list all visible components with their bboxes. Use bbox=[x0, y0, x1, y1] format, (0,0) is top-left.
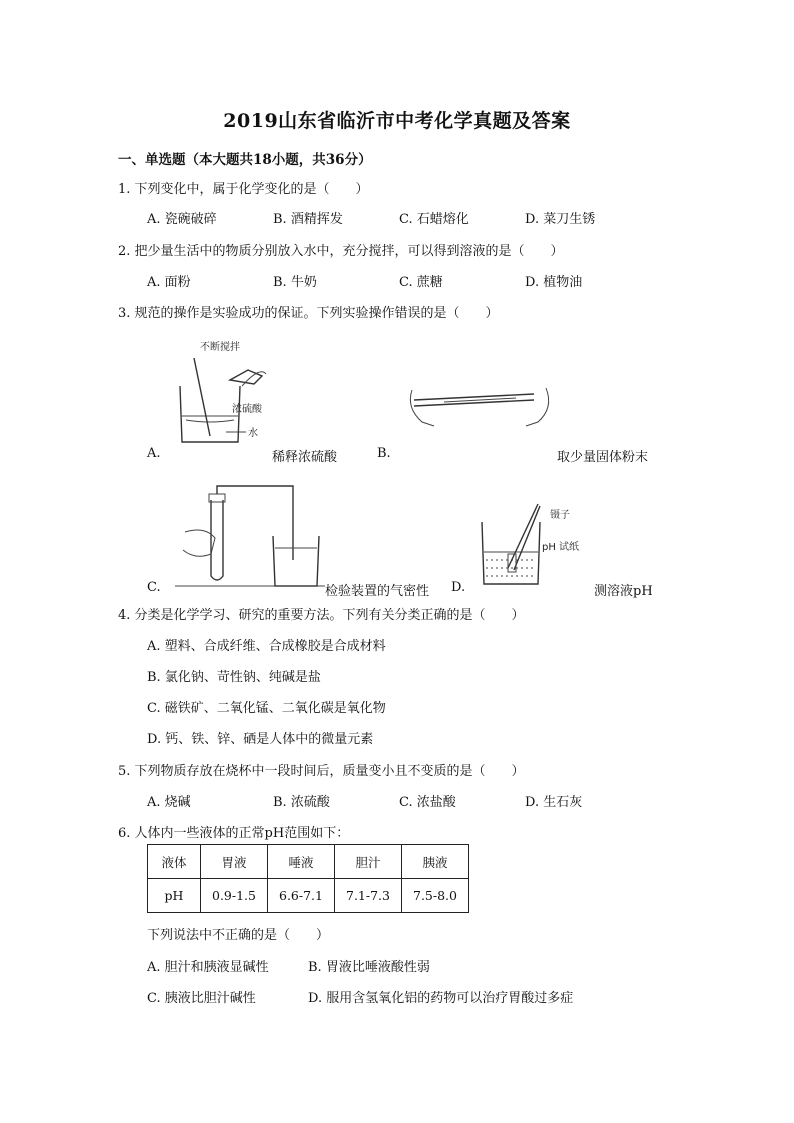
q3-caption-c: 检验装置的气密性 bbox=[325, 584, 430, 599]
table-cell: 0.9-1.5 bbox=[201, 879, 268, 913]
left-hand bbox=[410, 390, 434, 426]
diagram-solid-powder bbox=[404, 378, 554, 448]
q6-option-b[interactable]: B. 胃液比唾液酸性弱 bbox=[308, 960, 430, 975]
q3-option-c[interactable]: C. bbox=[147, 580, 161, 595]
label-water: 水 bbox=[248, 428, 258, 439]
delivery-tube bbox=[217, 486, 293, 560]
beaker bbox=[273, 536, 319, 586]
test-tube bbox=[211, 500, 223, 580]
question-6-stem: 6. 人体内一些液体的正常pH范围如下： bbox=[118, 826, 350, 841]
diagram-dilute-acid bbox=[170, 336, 290, 448]
q3-caption-b: 取少量固体粉末 bbox=[557, 450, 649, 465]
label-ph-paper: pH 试纸 bbox=[542, 542, 580, 553]
table-header-row bbox=[148, 845, 469, 879]
q6-option-d[interactable]: D. 服用含氢氧化铝的药物可以治疗胃酸过多症 bbox=[308, 991, 574, 1006]
page-title: 2019山东省临沂市中考化学真题及答案 bbox=[223, 110, 571, 132]
question-3-stem: 3. 规范的操作是实验成功的保证。下列实验操作错误的是（ ） bbox=[118, 306, 499, 321]
q3-caption-d: 测溶液pH bbox=[594, 584, 653, 599]
table-cell: 胃液 bbox=[201, 845, 268, 879]
q2-option-b[interactable]: B. 牛奶 bbox=[273, 275, 317, 290]
q5-option-d[interactable]: D. 生石灰 bbox=[525, 795, 583, 810]
tweezers bbox=[508, 504, 538, 568]
glass-rod bbox=[194, 358, 210, 436]
label-stir: 不断搅拌 bbox=[200, 342, 240, 353]
question-4-stem: 4. 分类是化学学习、研究的重要方法。下列有关分类正确的是（ ） bbox=[118, 608, 525, 623]
table-cell: pH bbox=[148, 879, 201, 913]
q3-option-b[interactable]: B. bbox=[377, 446, 391, 461]
table-cell: 7.1-7.3 bbox=[335, 879, 402, 913]
section-heading: 一、单选题（本大题共18小题，共36分） bbox=[118, 152, 372, 168]
q4-option-c[interactable]: C. 磁铁矿、二氧化锰、二氧化碳是氧化物 bbox=[147, 701, 386, 716]
table-cell: 6.6-7.1 bbox=[268, 879, 335, 913]
q5-option-c[interactable]: C. 浓盐酸 bbox=[399, 795, 456, 810]
q2-option-d[interactable]: D. 植物油 bbox=[525, 275, 583, 290]
q4-option-b[interactable]: B. 氯化钠、苛性钠、纯碱是盐 bbox=[147, 670, 321, 685]
question-6-substem: 下列说法中不正确的是（ ） bbox=[147, 928, 330, 943]
table-cell: 胆汁 bbox=[335, 845, 402, 879]
q1-option-b[interactable]: B. 酒精挥发 bbox=[273, 212, 343, 227]
table-row bbox=[148, 879, 469, 913]
q2-option-c[interactable]: C. 蔗糖 bbox=[399, 275, 443, 290]
q3-option-d[interactable]: D. bbox=[451, 580, 466, 595]
q4-option-a[interactable]: A. 塑料、合成纤维、合成橡胶是合成材料 bbox=[147, 639, 386, 654]
question-2-stem: 2. 把少量生活中的物质分别放入水中，充分搅拌，可以得到溶液的是（ ） bbox=[118, 244, 564, 259]
q4-option-d[interactable]: D. 钙、铁、锌、硒是人体中的微量元素 bbox=[147, 732, 374, 747]
diagram-airtightness bbox=[175, 480, 325, 590]
q2-option-a[interactable]: A. 面粉 bbox=[147, 275, 191, 290]
table-cell: 唾液 bbox=[268, 845, 335, 879]
label-tweezers: 镊子 bbox=[550, 510, 570, 521]
q5-option-b[interactable]: B. 浓硫酸 bbox=[273, 795, 330, 810]
hand bbox=[183, 530, 215, 556]
beaker bbox=[482, 522, 540, 584]
question-5-stem: 5. 下列物质存放在烧杯中一段时间后，质量变小且不变质的是（ ） bbox=[118, 764, 525, 779]
q6-option-a[interactable]: A. 胆汁和胰液显碱性 bbox=[147, 960, 269, 975]
label-conc-acid: 浓硫酸 bbox=[232, 404, 262, 415]
q3-caption-a: 稀释浓硫酸 bbox=[272, 450, 338, 465]
q1-option-d[interactable]: D. 菜刀生锈 bbox=[525, 212, 596, 227]
table-cell: 7.5-8.0 bbox=[402, 879, 469, 913]
q6-option-c[interactable]: C. 胰液比胆汁碱性 bbox=[147, 991, 256, 1006]
q3-option-a[interactable]: A. bbox=[147, 446, 161, 461]
q5-option-a[interactable]: A. 烧碱 bbox=[147, 795, 191, 810]
q1-option-c[interactable]: C. 石蜡熔化 bbox=[399, 212, 469, 227]
diagram-measure-ph bbox=[478, 498, 598, 588]
table-cell: 胰液 bbox=[402, 845, 469, 879]
test-tube bbox=[414, 394, 534, 400]
q1-option-a[interactable]: A. 瓷碗破碎 bbox=[147, 212, 217, 227]
table-cell: 液体 bbox=[148, 845, 201, 879]
question-1-stem: 1. 下列变化中，属于化学变化的是（ ） bbox=[118, 182, 369, 197]
ph-table bbox=[147, 844, 469, 913]
